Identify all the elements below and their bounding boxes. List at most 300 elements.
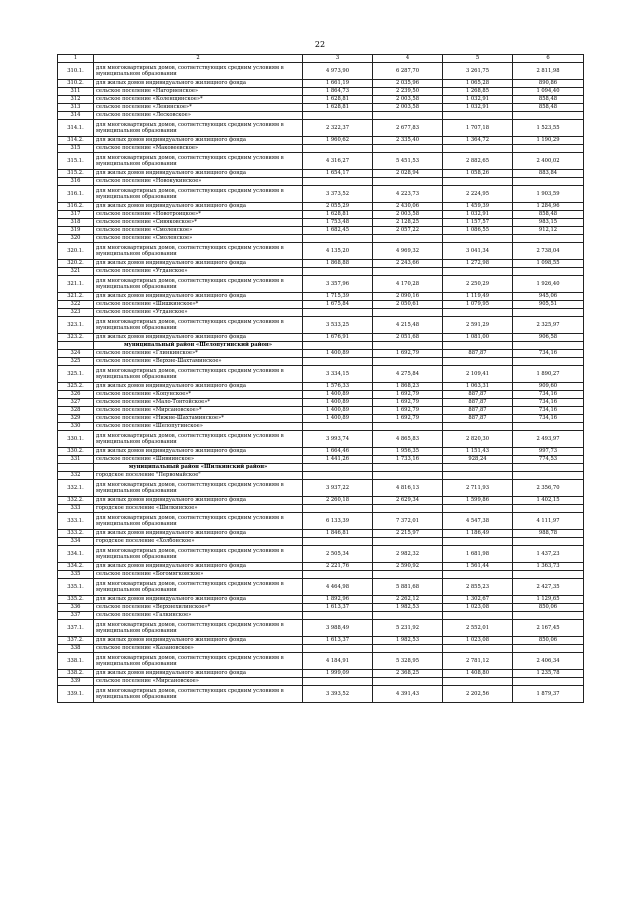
value-cell-col6: 4 111,97 bbox=[513, 513, 584, 530]
value-cell-col3: 1 864,73 bbox=[303, 88, 373, 96]
row-number: 332.2. bbox=[58, 497, 94, 505]
table-row bbox=[58, 235, 584, 243]
row-number: 320.2. bbox=[58, 260, 94, 268]
value-cell-col4 bbox=[373, 612, 443, 620]
value-cell-col3 bbox=[303, 464, 373, 472]
value-cell-col6: 2 493,97 bbox=[513, 431, 584, 448]
value-cell-col3: 3 988,49 bbox=[303, 620, 373, 637]
table-row bbox=[58, 571, 584, 579]
value-cell-col4 bbox=[373, 342, 443, 350]
district-name: муниципальный район «Шелопугинский район» bbox=[94, 342, 303, 350]
value-cell-col3: 2 322,37 bbox=[303, 120, 373, 137]
row-number bbox=[58, 464, 94, 472]
value-cell-col5: 1 023,08 bbox=[443, 637, 513, 645]
row-name: для жилых домов индивидуального жилищного фонда bbox=[94, 203, 303, 211]
value-cell-col4: 2 215,97 bbox=[373, 530, 443, 538]
tariff-table bbox=[57, 54, 584, 703]
table-row bbox=[58, 219, 584, 227]
row-number: 338.1. bbox=[58, 653, 94, 670]
value-cell-col6: 1 363,73 bbox=[513, 563, 584, 571]
value-cell-col5: 1 081,00 bbox=[443, 334, 513, 342]
table-row bbox=[58, 472, 584, 480]
value-cell-col3 bbox=[303, 145, 373, 153]
value-cell-col4: 2 239,50 bbox=[373, 88, 443, 96]
table-row bbox=[58, 170, 584, 178]
value-cell-col5: 1 157,57 bbox=[443, 219, 513, 227]
value-cell-col4 bbox=[373, 145, 443, 153]
table-row bbox=[58, 366, 584, 383]
value-cell-col6: 734,16 bbox=[513, 350, 584, 358]
value-cell-col6: 1 903,59 bbox=[513, 186, 584, 203]
value-cell-col5 bbox=[443, 571, 513, 579]
value-cell-col3: 1 868,88 bbox=[303, 260, 373, 268]
value-cell-col6: 2 325,97 bbox=[513, 317, 584, 334]
row-number: 332.1. bbox=[58, 480, 94, 497]
table-row bbox=[58, 678, 584, 686]
row-name: для жилых домов индивидуального жилищного фонда bbox=[94, 670, 303, 678]
value-cell-col4 bbox=[373, 423, 443, 431]
value-cell-col3: 1 613,37 bbox=[303, 604, 373, 612]
value-cell-col5: 4 547,38 bbox=[443, 513, 513, 530]
row-name: сельское поселение «Шелопугинское» bbox=[94, 423, 303, 431]
value-cell-col3: 1 846,81 bbox=[303, 530, 373, 538]
value-cell-col6 bbox=[513, 538, 584, 546]
value-cell-col5: 1 681,98 bbox=[443, 546, 513, 563]
value-cell-col5: 887,87 bbox=[443, 350, 513, 358]
row-number: 315.1. bbox=[58, 153, 94, 170]
value-cell-col3 bbox=[303, 309, 373, 317]
header-cell: 2 bbox=[94, 55, 303, 63]
value-cell-col5 bbox=[443, 178, 513, 186]
row-name: сельское поселение «Угданское» bbox=[94, 309, 303, 317]
value-cell-col5: 2 250,29 bbox=[443, 276, 513, 293]
value-cell-col3 bbox=[303, 235, 373, 243]
value-cell-col5: 1 707,18 bbox=[443, 120, 513, 137]
row-number: 323.2. bbox=[58, 334, 94, 342]
table-row bbox=[58, 399, 584, 407]
row-name: для жилых домов индивидуального жилищного фонда bbox=[94, 530, 303, 538]
district-name: муниципальный район «Шилкинский район» bbox=[94, 464, 303, 472]
value-cell-col3: 1 400,89 bbox=[303, 407, 373, 415]
value-cell-col5: 1 063,31 bbox=[443, 383, 513, 391]
row-number: 330.1. bbox=[58, 431, 94, 448]
value-cell-col4: 4 170,28 bbox=[373, 276, 443, 293]
table-row bbox=[58, 334, 584, 342]
table-row bbox=[58, 637, 584, 645]
value-cell-col4: 2 003,58 bbox=[373, 96, 443, 104]
value-cell-col4: 2 243,66 bbox=[373, 260, 443, 268]
value-cell-col5: 887,87 bbox=[443, 407, 513, 415]
value-cell-col5: 1 268,85 bbox=[443, 88, 513, 96]
value-cell-col3 bbox=[303, 358, 373, 366]
row-name: для многоквартирных домов, соответствующих средним условиям в муниципальном образовании bbox=[94, 579, 303, 596]
row-number: 333.1. bbox=[58, 513, 94, 530]
value-cell-col6: 858,48 bbox=[513, 104, 584, 112]
row-name: сельское поселение «Новокукинское» bbox=[94, 178, 303, 186]
value-cell-col4: 2 050,61 bbox=[373, 301, 443, 309]
value-cell-col4: 1 733,16 bbox=[373, 456, 443, 464]
row-name: для многоквартирных домов, соответствующих средним условиям в муниципальном образовании bbox=[94, 513, 303, 530]
row-name: для жилых домов индивидуального жилищного фонда bbox=[94, 448, 303, 456]
value-cell-col6: 2 811,98 bbox=[513, 63, 584, 80]
row-name: сельское поселение «Глинкинское»* bbox=[94, 350, 303, 358]
column-number-header bbox=[58, 55, 584, 63]
value-cell-col3: 1 664,46 bbox=[303, 448, 373, 456]
table-row bbox=[58, 456, 584, 464]
value-cell-col5: 1 032,91 bbox=[443, 211, 513, 219]
value-cell-col3 bbox=[303, 612, 373, 620]
row-number: 310.1. bbox=[58, 63, 94, 80]
row-number: 328 bbox=[58, 407, 94, 415]
value-cell-col3 bbox=[303, 342, 373, 350]
row-name: для многоквартирных домов, соответствующих средним условиям в муниципальном образовании bbox=[94, 63, 303, 80]
table-row bbox=[58, 317, 584, 334]
row-name: сельское поселение «Нагорненское» bbox=[94, 88, 303, 96]
value-cell-col6: 850,06 bbox=[513, 604, 584, 612]
value-cell-col6: 1 235,78 bbox=[513, 670, 584, 678]
table-row bbox=[58, 670, 584, 678]
table-row bbox=[58, 63, 584, 80]
row-number: 310.2. bbox=[58, 80, 94, 88]
table-row bbox=[58, 260, 584, 268]
value-cell-col5 bbox=[443, 342, 513, 350]
row-name: для жилых домов индивидуального жилищного фонда bbox=[94, 563, 303, 571]
value-cell-col6: 734,16 bbox=[513, 391, 584, 399]
row-number: 317 bbox=[58, 211, 94, 219]
value-cell-col3: 1 999,09 bbox=[303, 670, 373, 678]
table-row bbox=[58, 546, 584, 563]
value-cell-col6: 1 437,23 bbox=[513, 546, 584, 563]
value-cell-col4: 2 035,96 bbox=[373, 80, 443, 88]
table-row bbox=[58, 538, 584, 546]
value-cell-col3 bbox=[303, 423, 373, 431]
row-number: 320 bbox=[58, 235, 94, 243]
row-number: 335 bbox=[58, 571, 94, 579]
value-cell-col4 bbox=[373, 571, 443, 579]
value-cell-col4: 2 430,06 bbox=[373, 203, 443, 211]
value-cell-col5: 1 561,44 bbox=[443, 563, 513, 571]
value-cell-col5 bbox=[443, 112, 513, 120]
value-cell-col5: 2 591,29 bbox=[443, 317, 513, 334]
row-name: сельское поселение «Мало-Тонтойское»* bbox=[94, 399, 303, 407]
value-cell-col6: 2 400,02 bbox=[513, 153, 584, 170]
value-cell-col3: 1 715,39 bbox=[303, 293, 373, 301]
row-number: 339.1. bbox=[58, 686, 94, 703]
row-name: для жилых домов индивидуального жилищного фонда bbox=[94, 383, 303, 391]
value-cell-col5: 2 820,30 bbox=[443, 431, 513, 448]
row-name: для многоквартирных домов, соответствующих средним условиям в муниципальном образовании bbox=[94, 366, 303, 383]
row-number: 331 bbox=[58, 456, 94, 464]
row-number: 334.2. bbox=[58, 563, 94, 571]
value-cell-col6: 1 890,27 bbox=[513, 366, 584, 383]
row-name: сельское поселение «Казановское» bbox=[94, 645, 303, 653]
row-name: для многоквартирных домов, соответствующих средним условиям в муниципальном образовании bbox=[94, 546, 303, 563]
value-cell-col4: 4 215,48 bbox=[373, 317, 443, 334]
value-cell-col5 bbox=[443, 423, 513, 431]
table-row bbox=[58, 391, 584, 399]
row-name: сельское поселение «Верхне-Шахтаминское» bbox=[94, 358, 303, 366]
value-cell-col6: 1 926,40 bbox=[513, 276, 584, 293]
value-cell-col5: 1 459,39 bbox=[443, 203, 513, 211]
table-row bbox=[58, 88, 584, 96]
table-row bbox=[58, 153, 584, 170]
row-number: 338 bbox=[58, 645, 94, 653]
value-cell-col4: 1 692,79 bbox=[373, 350, 443, 358]
row-number: 318 bbox=[58, 219, 94, 227]
value-cell-col3: 4 135,20 bbox=[303, 243, 373, 260]
value-cell-col3: 1 400,89 bbox=[303, 391, 373, 399]
table-row bbox=[58, 423, 584, 431]
value-cell-col3: 2 260,18 bbox=[303, 497, 373, 505]
row-name: сельское поселение «Копунское»* bbox=[94, 391, 303, 399]
row-name: для многоквартирных домов, соответствующих средним условиям в муниципальном образовании bbox=[94, 431, 303, 448]
table-row bbox=[58, 530, 584, 538]
row-number: 321.1. bbox=[58, 276, 94, 293]
value-cell-col6: 1 129,65 bbox=[513, 596, 584, 604]
value-cell-col4: 5 231,92 bbox=[373, 620, 443, 637]
row-name: для жилых домов индивидуального жилищного фонда bbox=[94, 137, 303, 145]
value-cell-col4: 5 881,68 bbox=[373, 579, 443, 596]
value-cell-col4: 2 335,40 bbox=[373, 137, 443, 145]
value-cell-col3: 3 334,15 bbox=[303, 366, 373, 383]
value-cell-col4 bbox=[373, 235, 443, 243]
district-heading-row bbox=[58, 342, 584, 350]
row-name: для жилых домов индивидуального жилищного фонда bbox=[94, 170, 303, 178]
value-cell-col6: 2 427,35 bbox=[513, 579, 584, 596]
row-name: сельское поселение «Угданское» bbox=[94, 268, 303, 276]
table-row bbox=[58, 178, 584, 186]
row-name: сельское поселение «Маковеевское» bbox=[94, 145, 303, 153]
value-cell-col4: 1 692,79 bbox=[373, 415, 443, 423]
value-cell-col6: 909,60 bbox=[513, 383, 584, 391]
table-row bbox=[58, 480, 584, 497]
value-cell-col4: 2 057,22 bbox=[373, 227, 443, 235]
value-cell-col6 bbox=[513, 309, 584, 317]
row-name: для жилых домов индивидуального жилищного фонда bbox=[94, 497, 303, 505]
value-cell-col3: 1 400,89 bbox=[303, 399, 373, 407]
table-row bbox=[58, 579, 584, 596]
value-cell-col5: 2 855,23 bbox=[443, 579, 513, 596]
table-row bbox=[58, 203, 584, 211]
value-cell-col6: 983,15 bbox=[513, 219, 584, 227]
row-name: сельское поселение «Смоленское» bbox=[94, 227, 303, 235]
row-number: 326 bbox=[58, 391, 94, 399]
row-name: сельское поселение «Верхнехилинское»* bbox=[94, 604, 303, 612]
table-row bbox=[58, 227, 584, 235]
header-cell: 4 bbox=[373, 55, 443, 63]
row-number: 314.1. bbox=[58, 120, 94, 137]
table-row bbox=[58, 505, 584, 513]
row-name: сельское поселение «Мирсановское»* bbox=[94, 407, 303, 415]
row-number: 330.2. bbox=[58, 448, 94, 456]
row-number: 336 bbox=[58, 604, 94, 612]
value-cell-col6: 2 738,04 bbox=[513, 243, 584, 260]
row-number: 325 bbox=[58, 358, 94, 366]
value-cell-col3 bbox=[303, 678, 373, 686]
row-name: сельское поселение «Сивяковское»* bbox=[94, 219, 303, 227]
table-row bbox=[58, 653, 584, 670]
value-cell-col5: 1 079,95 bbox=[443, 301, 513, 309]
value-cell-col3: 1 682,45 bbox=[303, 227, 373, 235]
value-cell-col4: 2 003,58 bbox=[373, 104, 443, 112]
table-row bbox=[58, 358, 584, 366]
value-cell-col5: 887,87 bbox=[443, 415, 513, 423]
value-cell-col4 bbox=[373, 645, 443, 653]
value-cell-col6 bbox=[513, 472, 584, 480]
row-number: 325.1. bbox=[58, 366, 94, 383]
value-cell-col5 bbox=[443, 678, 513, 686]
table-row bbox=[58, 112, 584, 120]
value-cell-col4 bbox=[373, 464, 443, 472]
value-cell-col6: 858,48 bbox=[513, 211, 584, 219]
value-cell-col5 bbox=[443, 472, 513, 480]
value-cell-col6: 905,51 bbox=[513, 301, 584, 309]
table-row bbox=[58, 211, 584, 219]
table-row bbox=[58, 686, 584, 703]
value-cell-col6: 1 879,37 bbox=[513, 686, 584, 703]
value-cell-col6 bbox=[513, 112, 584, 120]
value-cell-col4: 2 262,12 bbox=[373, 596, 443, 604]
value-cell-col6 bbox=[513, 464, 584, 472]
value-cell-col4: 4 275,84 bbox=[373, 366, 443, 383]
row-name: для многоквартирных домов, соответствующих средним условиям в муниципальном образовании bbox=[94, 620, 303, 637]
value-cell-col5: 1 032,91 bbox=[443, 104, 513, 112]
table-row bbox=[58, 293, 584, 301]
value-cell-col4: 5 328,95 bbox=[373, 653, 443, 670]
value-cell-col3: 1 576,33 bbox=[303, 383, 373, 391]
header-cell: 6 bbox=[513, 55, 584, 63]
row-name: для жилых домов индивидуального жилищного фонда bbox=[94, 596, 303, 604]
value-cell-col4: 4 816,13 bbox=[373, 480, 443, 497]
value-cell-col3: 1 960,62 bbox=[303, 137, 373, 145]
row-number: 337.1. bbox=[58, 620, 94, 637]
row-number: 314 bbox=[58, 112, 94, 120]
value-cell-col3: 4 973,90 bbox=[303, 63, 373, 80]
table-row bbox=[58, 301, 584, 309]
value-cell-col5 bbox=[443, 464, 513, 472]
value-cell-col3 bbox=[303, 571, 373, 579]
row-name: для жилых домов индивидуального жилищного фонда bbox=[94, 260, 303, 268]
value-cell-col3: 1 400,89 bbox=[303, 350, 373, 358]
value-cell-col6 bbox=[513, 358, 584, 366]
value-cell-col3: 1 892,96 bbox=[303, 596, 373, 604]
row-number: 312 bbox=[58, 96, 94, 104]
row-name: для жилых домов индивидуального жилищного фонда bbox=[94, 637, 303, 645]
value-cell-col3: 6 133,39 bbox=[303, 513, 373, 530]
row-number: 325.2. bbox=[58, 383, 94, 391]
value-cell-col5: 1 302,67 bbox=[443, 596, 513, 604]
value-cell-col3: 3 937,22 bbox=[303, 480, 373, 497]
value-cell-col6: 997,73 bbox=[513, 448, 584, 456]
value-cell-col6: 945,06 bbox=[513, 293, 584, 301]
row-number: 332 bbox=[58, 472, 94, 480]
table-row bbox=[58, 80, 584, 88]
value-cell-col3: 3 373,52 bbox=[303, 186, 373, 203]
table-row bbox=[58, 407, 584, 415]
value-cell-col3: 3 993,74 bbox=[303, 431, 373, 448]
value-cell-col5 bbox=[443, 309, 513, 317]
row-number: 321.2. bbox=[58, 293, 94, 301]
value-cell-col6 bbox=[513, 268, 584, 276]
value-cell-col4 bbox=[373, 112, 443, 120]
value-cell-col5: 887,87 bbox=[443, 399, 513, 407]
value-cell-col5 bbox=[443, 268, 513, 276]
value-cell-col5: 2 109,41 bbox=[443, 366, 513, 383]
row-number: 337.2. bbox=[58, 637, 94, 645]
value-cell-col6: 1 284,96 bbox=[513, 203, 584, 211]
row-number: 321 bbox=[58, 268, 94, 276]
row-number: 320.1. bbox=[58, 243, 94, 260]
value-cell-col3: 1 628,81 bbox=[303, 104, 373, 112]
value-cell-col4 bbox=[373, 178, 443, 186]
table-row bbox=[58, 276, 584, 293]
value-cell-col6: 2 167,45 bbox=[513, 620, 584, 637]
value-cell-col5: 928,24 bbox=[443, 456, 513, 464]
row-name: городское поселение "Первомайское" bbox=[94, 472, 303, 480]
value-cell-col4: 1 982,53 bbox=[373, 637, 443, 645]
value-cell-col5: 2 781,12 bbox=[443, 653, 513, 670]
table-row bbox=[58, 645, 584, 653]
value-cell-col5: 1 023,08 bbox=[443, 604, 513, 612]
row-number: 335.1. bbox=[58, 579, 94, 596]
value-cell-col3: 1 661,19 bbox=[303, 80, 373, 88]
value-cell-col6 bbox=[513, 571, 584, 579]
value-cell-col5: 1 058,26 bbox=[443, 170, 513, 178]
value-cell-col4: 4 223,73 bbox=[373, 186, 443, 203]
value-cell-col3 bbox=[303, 472, 373, 480]
value-cell-col3: 1 400,89 bbox=[303, 415, 373, 423]
value-cell-col5 bbox=[443, 145, 513, 153]
row-number: 334.1. bbox=[58, 546, 94, 563]
value-cell-col5: 1 186,49 bbox=[443, 530, 513, 538]
value-cell-col3: 1 613,37 bbox=[303, 637, 373, 645]
row-number: 334 bbox=[58, 538, 94, 546]
row-number: 322 bbox=[58, 301, 94, 309]
table-row bbox=[58, 513, 584, 530]
row-number: 316.2. bbox=[58, 203, 94, 211]
value-cell-col4: 2 677,83 bbox=[373, 120, 443, 137]
value-cell-col5: 1 272,98 bbox=[443, 260, 513, 268]
value-cell-col4: 2 051,68 bbox=[373, 334, 443, 342]
table-row bbox=[58, 104, 584, 112]
value-cell-col3 bbox=[303, 112, 373, 120]
value-cell-col4: 1 868,23 bbox=[373, 383, 443, 391]
value-cell-col6 bbox=[513, 423, 584, 431]
value-cell-col4 bbox=[373, 309, 443, 317]
value-cell-col4: 2 003,58 bbox=[373, 211, 443, 219]
row-name: сельское поселение «Шишкинское»* bbox=[94, 301, 303, 309]
value-cell-col6 bbox=[513, 178, 584, 186]
value-cell-col6: 1 094,40 bbox=[513, 88, 584, 96]
value-cell-col6 bbox=[513, 342, 584, 350]
row-number: 323 bbox=[58, 309, 94, 317]
value-cell-col4 bbox=[373, 678, 443, 686]
value-cell-col6: 883,84 bbox=[513, 170, 584, 178]
row-name: сельское поселение «Ленинское»* bbox=[94, 104, 303, 112]
value-cell-col6: 1 523,55 bbox=[513, 120, 584, 137]
row-name: сельское поселение «Коленщинское»* bbox=[94, 96, 303, 104]
table-row bbox=[58, 96, 584, 104]
value-cell-col4: 5 451,53 bbox=[373, 153, 443, 170]
table-row bbox=[58, 563, 584, 571]
table-row bbox=[58, 268, 584, 276]
value-cell-col5: 3 041,34 bbox=[443, 243, 513, 260]
value-cell-col3: 3 393,52 bbox=[303, 686, 373, 703]
value-cell-col4: 1 692,79 bbox=[373, 391, 443, 399]
value-cell-col4: 2 128,25 bbox=[373, 219, 443, 227]
value-cell-col3 bbox=[303, 505, 373, 513]
value-cell-col3: 4 464,98 bbox=[303, 579, 373, 596]
